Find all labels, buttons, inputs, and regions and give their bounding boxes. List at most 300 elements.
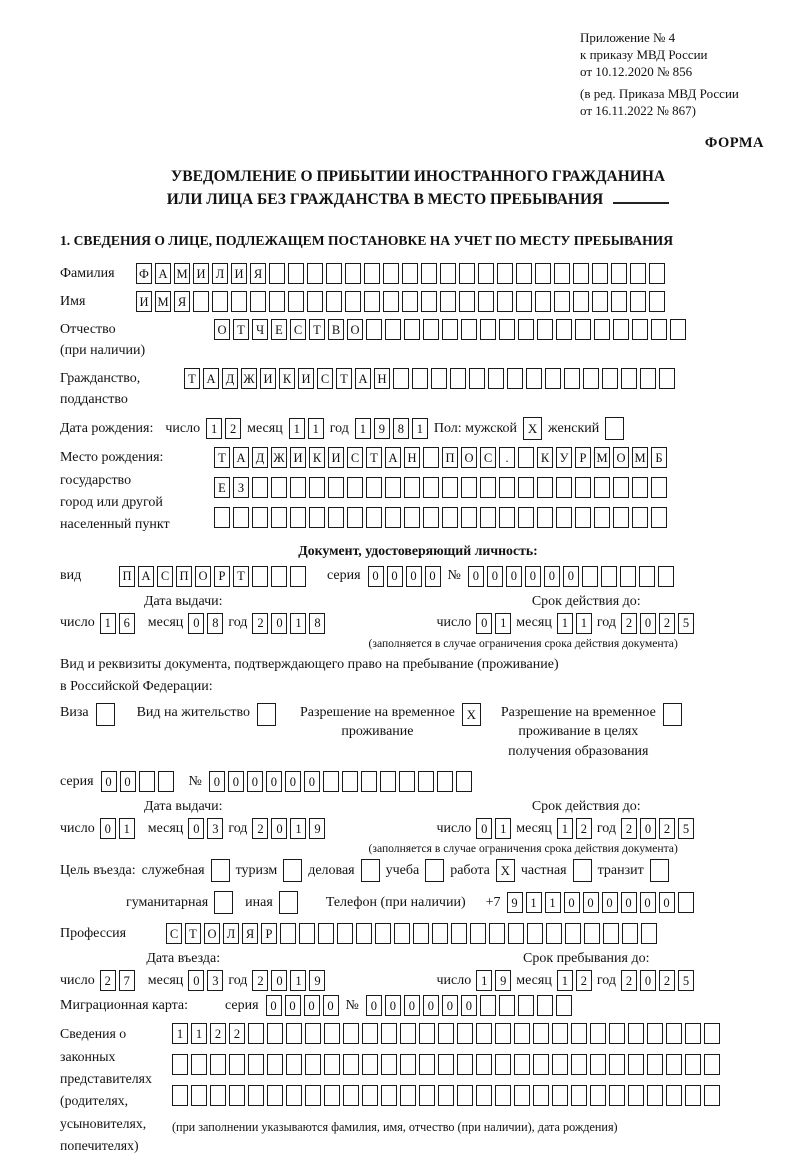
char-cell[interactable] bbox=[489, 923, 505, 944]
char-cell[interactable]: А bbox=[233, 447, 249, 468]
char-cell[interactable] bbox=[518, 477, 534, 498]
char-cell[interactable] bbox=[366, 319, 382, 340]
char-cell[interactable]: И bbox=[260, 368, 276, 389]
char-cell[interactable]: С bbox=[290, 319, 306, 340]
char-cell[interactable] bbox=[437, 771, 453, 792]
char-cell[interactable] bbox=[632, 319, 648, 340]
char-cell[interactable] bbox=[575, 477, 591, 498]
char-cell[interactable] bbox=[324, 1023, 340, 1044]
char-cell[interactable] bbox=[582, 566, 598, 587]
char-cell[interactable]: Л bbox=[223, 923, 239, 944]
char-cell[interactable] bbox=[609, 1085, 625, 1106]
char-cell[interactable]: 2 bbox=[252, 818, 268, 839]
char-cell[interactable] bbox=[421, 291, 437, 312]
char-cell[interactable]: 5 bbox=[678, 818, 694, 839]
char-cell[interactable]: 0 bbox=[387, 566, 403, 587]
char-cell[interactable]: 1 bbox=[495, 613, 511, 634]
char-cell[interactable]: М bbox=[174, 263, 190, 284]
char-cell[interactable]: 2 bbox=[621, 818, 637, 839]
char-cell[interactable] bbox=[305, 1054, 321, 1075]
char-cell[interactable] bbox=[514, 1085, 530, 1106]
char-cell[interactable]: 7 bbox=[119, 970, 135, 991]
char-cell[interactable] bbox=[495, 1054, 511, 1075]
char-cell[interactable] bbox=[364, 263, 380, 284]
char-cell[interactable] bbox=[590, 1023, 606, 1044]
char-cell[interactable]: 0 bbox=[285, 771, 301, 792]
char-cell[interactable]: 1 bbox=[308, 418, 324, 439]
char-cell[interactable] bbox=[704, 1054, 720, 1075]
char-cell[interactable] bbox=[461, 507, 477, 528]
char-cell[interactable] bbox=[385, 507, 401, 528]
char-cell[interactable]: Т bbox=[233, 319, 249, 340]
char-cell[interactable]: 0 bbox=[525, 566, 541, 587]
char-cell[interactable]: 2 bbox=[621, 613, 637, 634]
char-cell[interactable] bbox=[210, 1054, 226, 1075]
char-cell[interactable] bbox=[457, 1023, 473, 1044]
char-cell[interactable] bbox=[307, 291, 323, 312]
char-cell[interactable]: Т bbox=[184, 368, 200, 389]
char-cell[interactable]: Т bbox=[233, 566, 249, 587]
char-cell[interactable] bbox=[630, 263, 646, 284]
char-cell[interactable]: М bbox=[594, 447, 610, 468]
char-cell[interactable] bbox=[469, 368, 485, 389]
char-cell[interactable]: И bbox=[193, 263, 209, 284]
char-cell[interactable] bbox=[442, 477, 458, 498]
checkbox-cell[interactable] bbox=[361, 859, 380, 882]
char-cell[interactable] bbox=[214, 507, 230, 528]
char-cell[interactable]: 0 bbox=[476, 818, 492, 839]
char-cell[interactable] bbox=[685, 1054, 701, 1075]
char-cell[interactable]: С bbox=[157, 566, 173, 587]
char-cell[interactable]: 0 bbox=[247, 771, 263, 792]
char-cell[interactable] bbox=[575, 319, 591, 340]
char-cell[interactable] bbox=[172, 1085, 188, 1106]
char-cell[interactable] bbox=[518, 447, 534, 468]
char-cell[interactable]: Р bbox=[261, 923, 277, 944]
char-cell[interactable] bbox=[527, 923, 543, 944]
char-cell[interactable] bbox=[508, 923, 524, 944]
char-cell[interactable] bbox=[252, 566, 268, 587]
char-cell[interactable]: Т bbox=[366, 447, 382, 468]
char-cell[interactable]: 0 bbox=[640, 892, 656, 913]
char-cell[interactable]: 0 bbox=[385, 995, 401, 1016]
char-cell[interactable] bbox=[554, 291, 570, 312]
char-cell[interactable]: 2 bbox=[621, 970, 637, 991]
char-cell[interactable] bbox=[412, 368, 428, 389]
char-cell[interactable]: Б bbox=[651, 447, 667, 468]
char-cell[interactable]: 0 bbox=[120, 771, 136, 792]
char-cell[interactable]: С bbox=[480, 447, 496, 468]
char-cell[interactable] bbox=[326, 263, 342, 284]
char-cell[interactable]: О bbox=[461, 447, 477, 468]
char-cell[interactable] bbox=[592, 263, 608, 284]
char-cell[interactable] bbox=[641, 923, 657, 944]
char-cell[interactable] bbox=[432, 923, 448, 944]
char-cell[interactable]: 2 bbox=[252, 613, 268, 634]
char-cell[interactable] bbox=[345, 263, 361, 284]
char-cell[interactable]: 0 bbox=[366, 995, 382, 1016]
char-cell[interactable] bbox=[381, 1085, 397, 1106]
char-cell[interactable]: 2 bbox=[100, 970, 116, 991]
char-cell[interactable]: 0 bbox=[404, 995, 420, 1016]
char-cell[interactable] bbox=[526, 368, 542, 389]
char-cell[interactable]: 0 bbox=[101, 771, 117, 792]
char-cell[interactable] bbox=[191, 1085, 207, 1106]
char-cell[interactable] bbox=[438, 1085, 454, 1106]
char-cell[interactable] bbox=[658, 566, 674, 587]
char-cell[interactable]: К bbox=[279, 368, 295, 389]
char-cell[interactable] bbox=[431, 368, 447, 389]
char-cell[interactable]: 1 bbox=[290, 613, 306, 634]
char-cell[interactable]: К bbox=[537, 447, 553, 468]
char-cell[interactable] bbox=[267, 1054, 283, 1075]
char-cell[interactable]: А bbox=[203, 368, 219, 389]
char-cell[interactable] bbox=[621, 368, 637, 389]
char-cell[interactable]: Д bbox=[222, 368, 238, 389]
char-cell[interactable]: 9 bbox=[309, 970, 325, 991]
char-cell[interactable]: 3 bbox=[207, 818, 223, 839]
char-cell[interactable]: Я bbox=[250, 263, 266, 284]
char-cell[interactable] bbox=[233, 507, 249, 528]
char-cell[interactable] bbox=[290, 566, 306, 587]
char-cell[interactable] bbox=[399, 771, 415, 792]
char-cell[interactable]: 1 bbox=[290, 818, 306, 839]
char-cell[interactable] bbox=[518, 507, 534, 528]
char-cell[interactable] bbox=[286, 1085, 302, 1106]
char-cell[interactable]: П bbox=[442, 447, 458, 468]
char-cell[interactable] bbox=[248, 1054, 264, 1075]
char-cell[interactable] bbox=[423, 507, 439, 528]
char-cell[interactable]: 1 bbox=[545, 892, 561, 913]
char-cell[interactable]: 2 bbox=[225, 418, 241, 439]
char-cell[interactable] bbox=[343, 1085, 359, 1106]
char-cell[interactable] bbox=[647, 1054, 663, 1075]
char-cell[interactable] bbox=[248, 1023, 264, 1044]
char-cell[interactable]: И bbox=[231, 263, 247, 284]
char-cell[interactable] bbox=[647, 1023, 663, 1044]
char-cell[interactable]: О bbox=[347, 319, 363, 340]
char-cell[interactable] bbox=[552, 1023, 568, 1044]
char-cell[interactable]: Л bbox=[212, 263, 228, 284]
char-cell[interactable]: 8 bbox=[207, 613, 223, 634]
char-cell[interactable] bbox=[361, 771, 377, 792]
char-cell[interactable] bbox=[622, 923, 638, 944]
char-cell[interactable] bbox=[380, 771, 396, 792]
char-cell[interactable] bbox=[583, 368, 599, 389]
char-cell[interactable] bbox=[252, 477, 268, 498]
char-cell[interactable]: 1 bbox=[290, 970, 306, 991]
char-cell[interactable]: А bbox=[355, 368, 371, 389]
char-cell[interactable] bbox=[366, 477, 382, 498]
char-cell[interactable] bbox=[499, 507, 515, 528]
char-cell[interactable] bbox=[670, 319, 686, 340]
char-cell[interactable] bbox=[288, 263, 304, 284]
char-cell[interactable] bbox=[318, 923, 334, 944]
char-cell[interactable]: Т bbox=[309, 319, 325, 340]
char-cell[interactable] bbox=[400, 1023, 416, 1044]
char-cell[interactable] bbox=[440, 263, 456, 284]
char-cell[interactable]: У bbox=[556, 447, 572, 468]
char-cell[interactable] bbox=[651, 477, 667, 498]
char-cell[interactable] bbox=[592, 291, 608, 312]
char-cell[interactable] bbox=[678, 892, 694, 913]
char-cell[interactable] bbox=[630, 291, 646, 312]
char-cell[interactable]: А bbox=[138, 566, 154, 587]
char-cell[interactable]: 9 bbox=[495, 970, 511, 991]
char-cell[interactable] bbox=[271, 566, 287, 587]
char-cell[interactable] bbox=[552, 1085, 568, 1106]
char-cell[interactable]: 2 bbox=[229, 1023, 245, 1044]
char-cell[interactable]: Т bbox=[185, 923, 201, 944]
char-cell[interactable] bbox=[603, 923, 619, 944]
char-cell[interactable]: 0 bbox=[564, 892, 580, 913]
char-cell[interactable] bbox=[651, 507, 667, 528]
char-cell[interactable]: Д bbox=[252, 447, 268, 468]
char-cell[interactable] bbox=[252, 507, 268, 528]
char-cell[interactable] bbox=[552, 1054, 568, 1075]
char-cell[interactable] bbox=[269, 291, 285, 312]
char-cell[interactable]: 0 bbox=[640, 818, 656, 839]
char-cell[interactable]: К bbox=[309, 447, 325, 468]
char-cell[interactable]: 0 bbox=[563, 566, 579, 587]
char-cell[interactable] bbox=[356, 923, 372, 944]
char-cell[interactable] bbox=[337, 923, 353, 944]
char-cell[interactable] bbox=[704, 1085, 720, 1106]
char-cell[interactable] bbox=[324, 1054, 340, 1075]
char-cell[interactable]: 0 bbox=[188, 613, 204, 634]
char-cell[interactable] bbox=[497, 291, 513, 312]
char-cell[interactable]: Е bbox=[214, 477, 230, 498]
char-cell[interactable]: О bbox=[214, 319, 230, 340]
char-cell[interactable]: 0 bbox=[583, 892, 599, 913]
char-cell[interactable]: С bbox=[317, 368, 333, 389]
char-cell[interactable] bbox=[450, 368, 466, 389]
char-cell[interactable] bbox=[421, 263, 437, 284]
char-cell[interactable] bbox=[413, 923, 429, 944]
char-cell[interactable]: Т bbox=[336, 368, 352, 389]
char-cell[interactable]: И bbox=[298, 368, 314, 389]
checkbox-cell[interactable] bbox=[214, 891, 233, 914]
char-cell[interactable] bbox=[383, 291, 399, 312]
char-cell[interactable]: И bbox=[328, 447, 344, 468]
char-cell[interactable]: 0 bbox=[368, 566, 384, 587]
char-cell[interactable] bbox=[575, 507, 591, 528]
char-cell[interactable]: Ч bbox=[252, 319, 268, 340]
char-cell[interactable]: 5 bbox=[678, 613, 694, 634]
char-cell[interactable] bbox=[364, 291, 380, 312]
char-cell[interactable] bbox=[514, 1054, 530, 1075]
char-cell[interactable]: 1 bbox=[119, 818, 135, 839]
char-cell[interactable] bbox=[495, 1023, 511, 1044]
char-cell[interactable] bbox=[305, 1085, 321, 1106]
char-cell[interactable] bbox=[609, 1054, 625, 1075]
char-cell[interactable] bbox=[229, 1054, 245, 1075]
char-cell[interactable]: С bbox=[347, 447, 363, 468]
char-cell[interactable] bbox=[381, 1054, 397, 1075]
char-cell[interactable]: 0 bbox=[659, 892, 675, 913]
char-cell[interactable]: Я bbox=[242, 923, 258, 944]
char-cell[interactable] bbox=[366, 507, 382, 528]
char-cell[interactable] bbox=[438, 1023, 454, 1044]
checkbox-cell[interactable] bbox=[279, 891, 298, 914]
char-cell[interactable]: Я bbox=[174, 291, 190, 312]
char-cell[interactable] bbox=[571, 1023, 587, 1044]
char-cell[interactable] bbox=[611, 291, 627, 312]
char-cell[interactable]: Н bbox=[374, 368, 390, 389]
char-cell[interactable]: Р bbox=[214, 566, 230, 587]
char-cell[interactable] bbox=[457, 1054, 473, 1075]
char-cell[interactable] bbox=[666, 1023, 682, 1044]
char-cell[interactable]: 0 bbox=[271, 613, 287, 634]
char-cell[interactable] bbox=[480, 477, 496, 498]
char-cell[interactable]: 1 bbox=[355, 418, 371, 439]
char-cell[interactable] bbox=[601, 566, 617, 587]
char-cell[interactable] bbox=[609, 1023, 625, 1044]
char-cell[interactable] bbox=[385, 319, 401, 340]
char-cell[interactable] bbox=[611, 263, 627, 284]
char-cell[interactable]: 0 bbox=[188, 970, 204, 991]
char-cell[interactable] bbox=[628, 1023, 644, 1044]
char-cell[interactable] bbox=[423, 477, 439, 498]
char-cell[interactable] bbox=[229, 1085, 245, 1106]
char-cell[interactable] bbox=[647, 1085, 663, 1106]
char-cell[interactable] bbox=[402, 263, 418, 284]
char-cell[interactable] bbox=[516, 291, 532, 312]
char-cell[interactable]: 1 bbox=[557, 970, 573, 991]
char-cell[interactable]: 0 bbox=[271, 970, 287, 991]
char-cell[interactable] bbox=[533, 1023, 549, 1044]
char-cell[interactable]: 1 bbox=[100, 613, 116, 634]
char-cell[interactable] bbox=[649, 263, 665, 284]
char-cell[interactable]: О bbox=[204, 923, 220, 944]
char-cell[interactable] bbox=[362, 1054, 378, 1075]
char-cell[interactable] bbox=[288, 291, 304, 312]
char-cell[interactable] bbox=[535, 263, 551, 284]
char-cell[interactable] bbox=[516, 263, 532, 284]
char-cell[interactable]: . bbox=[499, 447, 515, 468]
char-cell[interactable] bbox=[640, 368, 656, 389]
char-cell[interactable]: С bbox=[166, 923, 182, 944]
char-cell[interactable]: 9 bbox=[309, 818, 325, 839]
checkbox-cell[interactable] bbox=[650, 859, 669, 882]
char-cell[interactable] bbox=[280, 923, 296, 944]
char-cell[interactable]: 0 bbox=[266, 995, 282, 1016]
char-cell[interactable] bbox=[139, 771, 155, 792]
char-cell[interactable] bbox=[478, 291, 494, 312]
char-cell[interactable] bbox=[328, 477, 344, 498]
char-cell[interactable] bbox=[556, 507, 572, 528]
char-cell[interactable]: 2 bbox=[659, 818, 675, 839]
char-cell[interactable] bbox=[594, 507, 610, 528]
char-cell[interactable] bbox=[649, 291, 665, 312]
char-cell[interactable] bbox=[459, 263, 475, 284]
char-cell[interactable]: 1 bbox=[172, 1023, 188, 1044]
char-cell[interactable] bbox=[554, 263, 570, 284]
char-cell[interactable] bbox=[375, 923, 391, 944]
char-cell[interactable] bbox=[537, 507, 553, 528]
char-cell[interactable] bbox=[573, 291, 589, 312]
char-cell[interactable] bbox=[571, 1085, 587, 1106]
char-cell[interactable]: 0 bbox=[506, 566, 522, 587]
char-cell[interactable]: О bbox=[195, 566, 211, 587]
char-cell[interactable]: 1 bbox=[191, 1023, 207, 1044]
char-cell[interactable] bbox=[685, 1023, 701, 1044]
char-cell[interactable] bbox=[499, 477, 515, 498]
char-cell[interactable] bbox=[546, 923, 562, 944]
char-cell[interactable] bbox=[571, 1054, 587, 1075]
char-cell[interactable] bbox=[651, 319, 667, 340]
char-cell[interactable] bbox=[704, 1023, 720, 1044]
char-cell[interactable] bbox=[394, 923, 410, 944]
char-cell[interactable]: Т bbox=[214, 447, 230, 468]
char-cell[interactable] bbox=[210, 1085, 226, 1106]
char-cell[interactable]: П bbox=[176, 566, 192, 587]
char-cell[interactable] bbox=[419, 1023, 435, 1044]
char-cell[interactable]: 0 bbox=[476, 613, 492, 634]
char-cell[interactable] bbox=[535, 291, 551, 312]
char-cell[interactable]: А bbox=[385, 447, 401, 468]
char-cell[interactable]: Р bbox=[575, 447, 591, 468]
char-cell[interactable] bbox=[537, 995, 553, 1016]
char-cell[interactable]: Ф bbox=[136, 263, 152, 284]
char-cell[interactable] bbox=[286, 1054, 302, 1075]
char-cell[interactable] bbox=[456, 771, 472, 792]
char-cell[interactable] bbox=[172, 1054, 188, 1075]
char-cell[interactable] bbox=[323, 771, 339, 792]
char-cell[interactable] bbox=[442, 507, 458, 528]
char-cell[interactable]: 1 bbox=[576, 613, 592, 634]
char-cell[interactable] bbox=[400, 1054, 416, 1075]
char-cell[interactable] bbox=[250, 291, 266, 312]
char-cell[interactable]: 1 bbox=[526, 892, 542, 913]
char-cell[interactable]: 2 bbox=[659, 970, 675, 991]
char-cell[interactable]: 0 bbox=[209, 771, 225, 792]
char-cell[interactable]: 0 bbox=[323, 995, 339, 1016]
char-cell[interactable]: В bbox=[328, 319, 344, 340]
char-cell[interactable] bbox=[470, 923, 486, 944]
char-cell[interactable] bbox=[423, 319, 439, 340]
char-cell[interactable] bbox=[461, 477, 477, 498]
char-cell[interactable] bbox=[659, 368, 675, 389]
checkbox-cell[interactable]: X bbox=[523, 417, 542, 440]
checkbox-cell[interactable] bbox=[605, 417, 624, 440]
checkbox-cell[interactable]: X bbox=[462, 703, 481, 726]
char-cell[interactable]: М bbox=[155, 291, 171, 312]
char-cell[interactable]: 5 bbox=[678, 970, 694, 991]
char-cell[interactable]: 2 bbox=[576, 970, 592, 991]
char-cell[interactable] bbox=[518, 319, 534, 340]
char-cell[interactable] bbox=[404, 507, 420, 528]
char-cell[interactable] bbox=[193, 291, 209, 312]
char-cell[interactable]: Е bbox=[271, 319, 287, 340]
char-cell[interactable]: 0 bbox=[602, 892, 618, 913]
char-cell[interactable] bbox=[632, 477, 648, 498]
char-cell[interactable] bbox=[620, 566, 636, 587]
char-cell[interactable] bbox=[286, 1023, 302, 1044]
char-cell[interactable]: 1 bbox=[557, 613, 573, 634]
char-cell[interactable] bbox=[347, 477, 363, 498]
char-cell[interactable] bbox=[442, 319, 458, 340]
char-cell[interactable]: П bbox=[119, 566, 135, 587]
char-cell[interactable] bbox=[400, 1085, 416, 1106]
char-cell[interactable] bbox=[343, 1054, 359, 1075]
char-cell[interactable]: 0 bbox=[461, 995, 477, 1016]
char-cell[interactable] bbox=[267, 1085, 283, 1106]
char-cell[interactable] bbox=[613, 477, 629, 498]
char-cell[interactable] bbox=[309, 507, 325, 528]
char-cell[interactable] bbox=[393, 368, 409, 389]
char-cell[interactable] bbox=[478, 263, 494, 284]
